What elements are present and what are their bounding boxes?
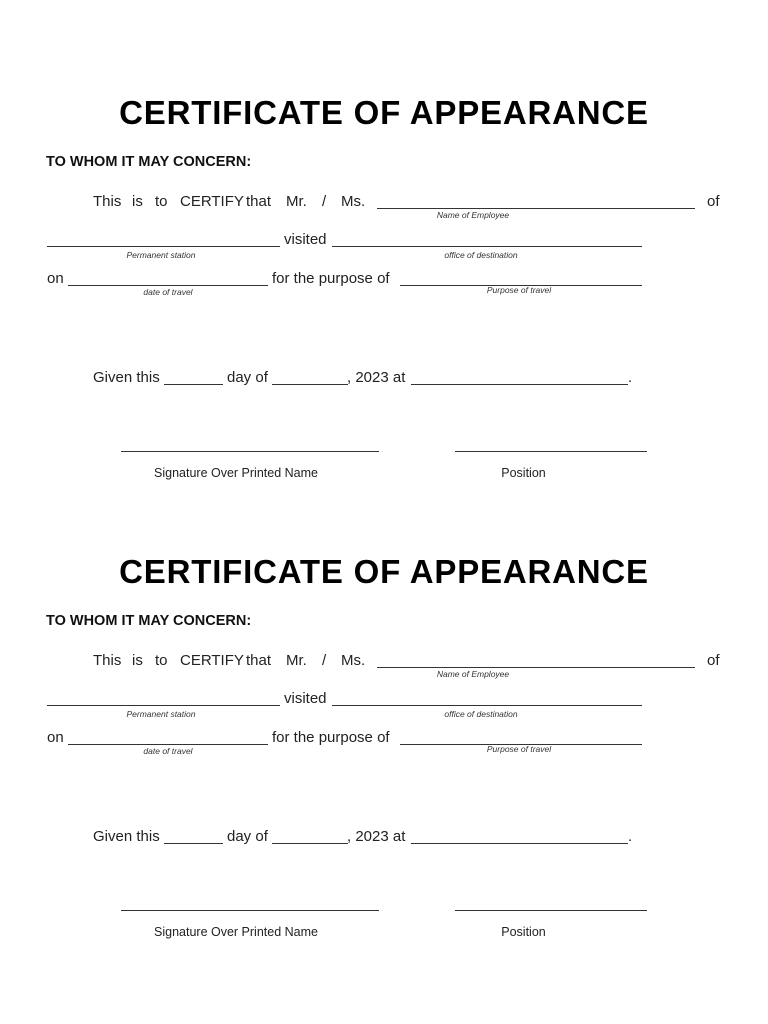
- day-of-text: day of: [227, 828, 268, 845]
- position-label: Position: [501, 466, 546, 480]
- of-word: of: [707, 652, 720, 669]
- certify-word: Mr.: [286, 193, 307, 210]
- year-at-text: , 2023 at: [347, 369, 406, 386]
- certify-word: This: [93, 652, 122, 669]
- date-of-travel-line: [68, 285, 268, 286]
- signature-line: [121, 910, 379, 911]
- employee-name-hint: Name of Employee: [436, 669, 510, 679]
- day-line: [164, 843, 223, 844]
- place-line: [411, 843, 628, 844]
- period-text: .: [628, 369, 633, 386]
- certify-word: that: [246, 652, 272, 669]
- month-line: [272, 843, 348, 844]
- permanent-station-hint: Permanent station: [126, 250, 196, 260]
- on-word: on: [47, 270, 64, 287]
- visited-word: visited: [284, 690, 327, 707]
- employee-name-line: [377, 208, 695, 209]
- office-destination-line: [332, 705, 642, 706]
- salutation: TO WHOM IT MAY CONCERN:: [46, 154, 252, 170]
- employee-name-line: [377, 667, 695, 668]
- certify-word: CERTIFY: [180, 193, 244, 210]
- given-this-text: Given this: [93, 369, 160, 386]
- day-line: [164, 384, 223, 385]
- on-word: on: [47, 729, 64, 746]
- certify-word: to: [155, 193, 168, 210]
- certificate-title: CERTIFICATE OF APPEARANCE: [119, 553, 649, 590]
- certify-word: to: [155, 652, 168, 669]
- date-of-travel-line: [68, 744, 268, 745]
- certify-word: /: [322, 652, 327, 669]
- certify-word: that: [246, 193, 272, 210]
- purpose-phrase: for the purpose of: [272, 729, 390, 746]
- date-of-travel-hint: date of travel: [143, 287, 193, 297]
- certify-word: is: [132, 193, 143, 210]
- purpose-hint: Purpose of travel: [486, 744, 552, 754]
- certify-word: CERTIFY: [180, 652, 244, 669]
- purpose-hint: Purpose of travel: [486, 285, 552, 295]
- certify-word: /: [322, 193, 327, 210]
- month-line: [272, 384, 348, 385]
- certify-word: Mr.: [286, 652, 307, 669]
- position-line: [455, 910, 647, 911]
- certify-word: is: [132, 652, 143, 669]
- permanent-station-hint: Permanent station: [126, 709, 196, 719]
- day-of-text: day of: [227, 369, 268, 386]
- office-destination-hint: office of destination: [444, 709, 518, 719]
- given-this-text: Given this: [93, 828, 160, 845]
- signature-line: [121, 451, 379, 452]
- certificate: [0, 459, 768, 939]
- permanent-station-line: [47, 705, 280, 706]
- position-line: [455, 451, 647, 452]
- signature-label: Signature Over Printed Name: [154, 466, 318, 480]
- certificate: [0, 0, 768, 480]
- purpose-phrase: for the purpose of: [272, 270, 390, 287]
- certify-word: Ms.: [341, 193, 366, 210]
- year-at-text: , 2023 at: [347, 828, 406, 845]
- date-of-travel-hint: date of travel: [143, 746, 193, 756]
- of-word: of: [707, 193, 720, 210]
- period-text: .: [628, 828, 633, 845]
- certificate-title: CERTIFICATE OF APPEARANCE: [119, 94, 649, 131]
- salutation: TO WHOM IT MAY CONCERN:: [46, 613, 252, 629]
- place-line: [411, 384, 628, 385]
- certify-word: Ms.: [341, 652, 366, 669]
- signature-label: Signature Over Printed Name: [154, 925, 318, 939]
- office-destination-hint: office of destination: [444, 250, 518, 260]
- employee-name-hint: Name of Employee: [436, 210, 510, 220]
- position-label: Position: [501, 925, 546, 939]
- office-destination-line: [332, 246, 642, 247]
- certify-word: This: [93, 193, 122, 210]
- permanent-station-line: [47, 246, 280, 247]
- visited-word: visited: [284, 231, 327, 248]
